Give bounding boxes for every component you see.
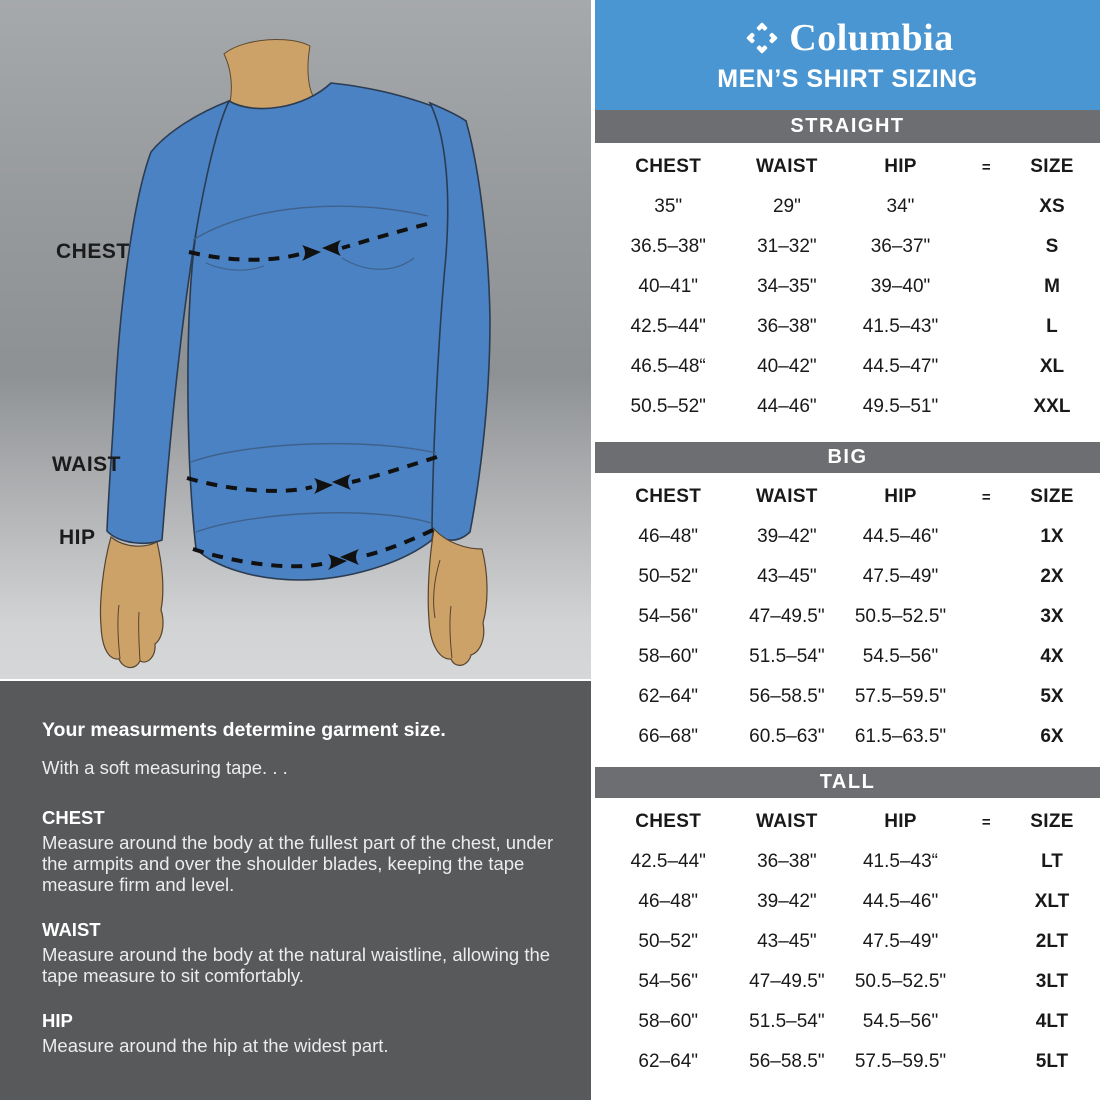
measurement-cell: 42.5–44" [630,851,706,872]
measurement-cell: 46–48" [638,891,699,912]
measurement-cell: 57.5–59.5" [854,686,947,707]
measurement-cell: 31–32" [757,236,817,257]
size-cell: XXL [1033,396,1071,417]
measurement-cell: 66–68" [638,726,699,747]
size-cell: XS [1039,196,1065,217]
measurement-cell [969,962,1004,1002]
measurement-cell: 36–38" [757,316,817,337]
column-header-size: SIZE [1030,811,1074,832]
measurement-cell [969,227,1004,267]
instruction-hip-text: Measure around the hip at the widest part. [42,1034,389,1056]
measurement-cell: 43–45" [757,566,817,587]
size-cell: M [1044,276,1060,297]
measurement-cell: 36.5–38" [630,236,706,257]
measurement-cell: 60.5–63" [749,726,825,747]
instructions-title: Your measurments determine garment size. [42,718,446,741]
instructions-intro: With a soft measuring tape. . . [42,756,288,778]
measurement-cell [969,1042,1004,1082]
measurement-cell [969,842,1004,882]
measurement-cell: 35" [654,196,683,217]
measurement-cell [969,882,1004,922]
measurement-cell: 43–45" [757,931,817,952]
column-header-equals: = [981,488,991,506]
instruction-waist-heading: WAIST [42,918,101,940]
measurement-cell: 51.5–54" [749,1011,825,1032]
measurement-cell: 57.5–59.5" [854,1051,947,1072]
measurement-cell: 44.5–46" [862,891,939,912]
section-header-big: BIG [595,442,1100,473]
brand-header [595,0,1100,110]
measurement-cell: 54.5–56" [862,1011,939,1032]
size-cell: LT [1041,851,1063,872]
measurement-cell: 54–56" [638,606,699,627]
figure-label-waist: WAIST [52,453,121,476]
measurement-cell [969,187,1004,227]
figure-label-chest: CHEST [56,240,130,263]
section-header-tall: TALL [595,767,1100,798]
measurement-cell: 41.5–43" [862,316,939,337]
measurement-cell: 40–42" [757,356,817,377]
size-cell: 3X [1040,606,1064,627]
measurement-cell [969,922,1004,962]
size-cell: 6X [1040,726,1064,747]
measurement-cell: 39–42" [757,891,817,912]
measurement-cell [969,517,1004,557]
size-cell: L [1046,316,1058,337]
measurement-cell: 47–49.5" [749,971,825,992]
size-cell: 2X [1040,566,1064,587]
measurement-cell [969,267,1004,307]
measurement-cell: 54–56" [638,971,699,992]
columbia-diamond-icon [741,18,783,58]
column-header-waist: WAIST [756,156,818,177]
size-cell: 4LT [1035,1011,1069,1032]
section-header-straight: STRAIGHT [595,110,1100,143]
measurement-cell: 41.5–43“ [862,851,938,872]
measurement-cell [969,387,1004,427]
measurement-cell: 47–49.5" [749,606,825,627]
measurement-cell: 36–37" [870,236,931,257]
column-header-chest: CHEST [635,156,702,177]
size-table-tall [595,798,1100,1100]
measurement-cell [969,597,1004,637]
measurement-cell: 39–40" [870,276,931,297]
measurement-cell: 54.5–56" [862,646,939,667]
torso-illustration [0,0,591,722]
measurement-cell [969,307,1004,347]
size-cell: 3LT [1035,971,1069,992]
instruction-chest-text: Measure around the body at the fullest part of the chest, under the armpits and over the shoulder blades, keeping the tape measure firm and level. [42,831,554,895]
measurement-cell: 47.5–49" [862,566,939,587]
measurement-cell [969,717,1004,757]
measurement-cell: 34" [886,196,915,217]
brand-wordmark: Columbia [789,17,954,59]
measurement-cell [969,557,1004,597]
size-cell: 5X [1040,686,1064,707]
measurement-cell: 61.5–63.5" [854,726,947,747]
measurement-cell [969,1002,1004,1042]
measurement-figure [0,0,591,681]
column-header-equals: = [981,813,991,831]
measurement-cell: 44.5–47" [862,356,939,377]
size-cell: XL [1039,356,1065,377]
instruction-waist-text: Measure around the body at the natural waistline, allowing the tape measure to sit comfortably. [42,943,551,986]
column-header-hip: HIP [884,486,917,507]
measurement-cell: 58–60" [638,646,699,667]
brand-logo [741,18,953,58]
measurement-cell: 51.5–54" [749,646,825,667]
instruction-hip-heading: HIP [42,1009,73,1031]
measurement-cell: 39–42" [757,526,817,547]
column-header-waist: WAIST [756,811,818,832]
measurement-cell: 56–58.5" [749,686,825,707]
measurement-cell: 36–38" [757,851,817,872]
column-header-size: SIZE [1030,486,1074,507]
measurement-cell: 50–52" [638,931,699,952]
measurement-cell [969,637,1004,677]
page-title: MEN’S SHIRT SIZING [717,65,978,93]
instruction-hip [42,1010,561,1056]
measurement-cell [969,677,1004,717]
size-table-big [595,473,1100,767]
column-header-waist: WAIST [756,486,818,507]
measurement-cell: 58–60" [638,1011,699,1032]
measurement-cell: 62–64" [638,686,699,707]
column-header-size: SIZE [1030,156,1074,177]
column-header-hip: HIP [884,811,917,832]
instruction-chest-heading: CHEST [42,806,105,828]
size-cell: S [1045,236,1059,257]
sizing-tables-column [595,0,1100,1100]
column-header-hip: HIP [884,156,917,177]
instruction-chest [42,807,561,895]
column-header-chest: CHEST [635,486,702,507]
instructions-panel [0,681,591,1100]
column-header-chest: CHEST [635,811,702,832]
size-cell: 2LT [1035,931,1069,952]
measurement-cell: 29" [772,196,801,217]
size-table-straight [595,143,1100,442]
measurement-cell: 50.5–52.5" [854,606,947,627]
measurement-cell: 44.5–46" [862,526,939,547]
measurement-cell [969,347,1004,387]
measurement-cell: 62–64" [638,1051,699,1072]
measurement-cell: 50–52" [638,566,699,587]
column-header-equals: = [981,158,991,176]
instruction-waist [42,919,561,986]
measurement-cell: 46.5–48“ [630,356,706,377]
measurement-cell: 50.5–52.5" [854,971,947,992]
measurement-cell: 50.5–52" [630,396,706,417]
figure-label-hip: HIP [59,526,96,549]
measurement-cell: 42.5–44" [630,316,706,337]
size-cell: XLT [1034,891,1070,912]
size-cell: 4X [1040,646,1064,667]
measurement-cell: 56–58.5" [749,1051,825,1072]
measurement-cell: 46–48" [638,526,699,547]
measurement-cell: 47.5–49" [862,931,939,952]
size-cell: 5LT [1035,1051,1069,1072]
measurement-cell: 40–41" [638,276,699,297]
measurement-cell: 44–46" [757,396,817,417]
measurement-cell: 49.5–51" [862,396,939,417]
measurement-cell: 34–35" [757,276,817,297]
size-cell: 1X [1040,526,1064,547]
